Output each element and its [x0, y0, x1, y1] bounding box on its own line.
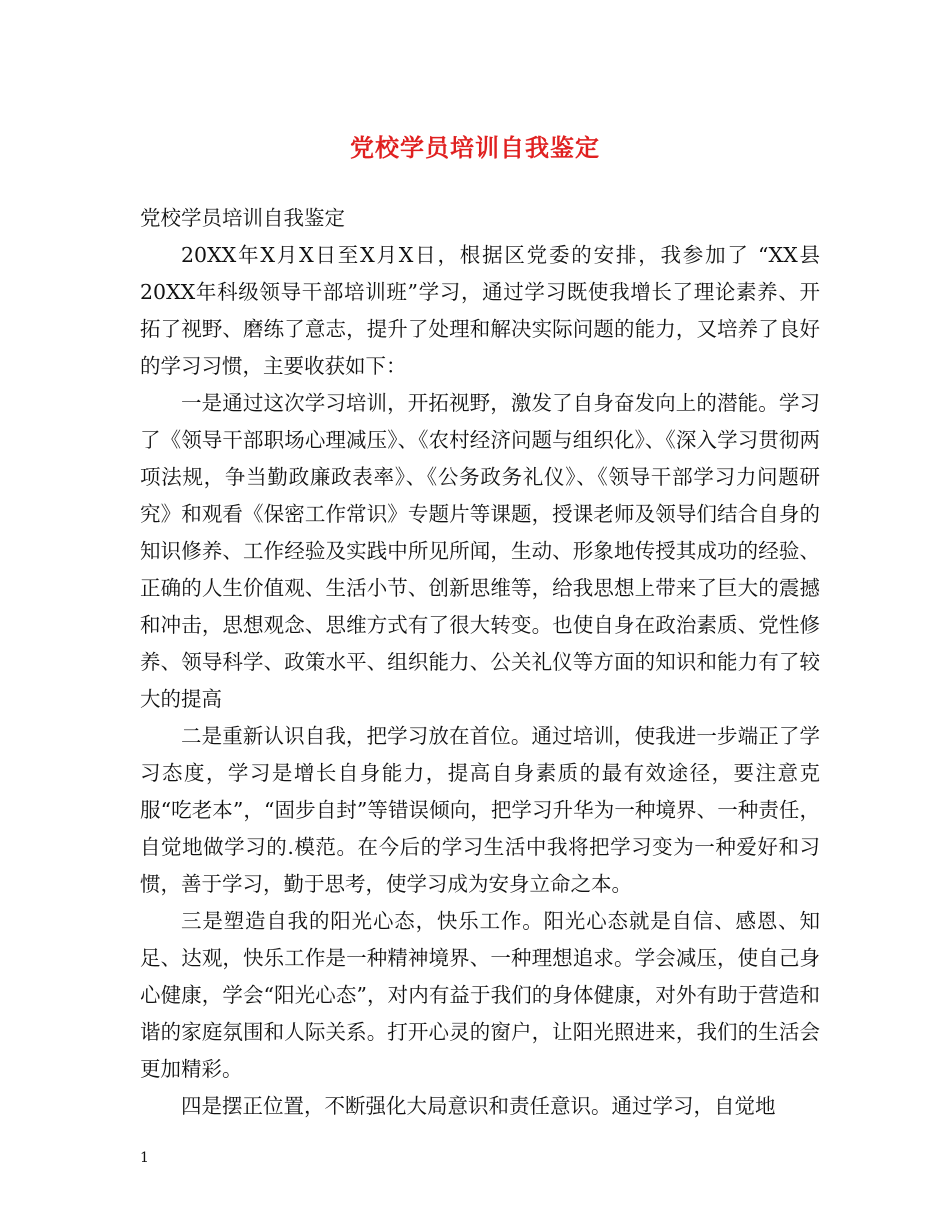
document-title: 党校学员培训自我鉴定 — [350, 133, 600, 162]
subtitle-paragraph: 党校学员培训自我鉴定 — [140, 206, 345, 230]
point-two-paragraph: 二是重新认识自我，把学习放在首位。通过培训，使我进一步端正了学习态度，学习是增长自身能力，提高自身素质的最有效途径，要注意克服“吃老本”，“固步自封”等错误倾向，把学习升华为一种境界、一种责任，自觉地做学习的.模范。在今后的学习生活中我将把学习变为一种爱好和习惯，善于学习，勤于思考，使学习成为安身立命之本。 — [140, 724, 820, 896]
point-three-paragraph: 三是塑造自我的阳光心态，快乐工作。阳光心态就是自信、感恩、知足、达观，快乐工作是一种精神境界、一种理想追求。学会减压，使自己身心健康，学会“阳光心态”，对内有益于我们的身体健康，对外有助于营造和谐的家庭氛围和人际关系。打开心灵的窗户，让阳光照进来，我们的生活会更加精彩。 — [140, 909, 820, 1081]
point-one-paragraph: 一是通过这次学习培训，开拓视野，激发了自身奋发向上的潜能。学习了《领导干部职场心理减压》、《农村经济问题与组织化》、《深入学习贯彻两项法规，争当勤政廉政表率》、《公务政务礼仪》、《领导干部学习力问题研究》和观看《保密工作常识》专题片等课题，授课老师及领导们结合自身的知识修养、工作经验及实践中所见所闻，生动、形象地传授其成功的经验、正确的人生价值观、生活小节、创新思维等，给我思想上带来了巨大的震撼和冲击，思想观念、思维方式有了很大转变。也使自身在政治素质、党性修养、领导科学、政策水平、组织能力、公关礼仪等方面的知识和能力有了较大的提高 — [140, 391, 820, 711]
page-number: 1 — [140, 1150, 149, 1166]
point-four-paragraph: 四是摆正位置，不断强化大局意识和责任意识。通过学习，自觉地 — [181, 1094, 776, 1118]
intro-paragraph: 20XX年X月X日至X月X日，根据区党委的安排，我参加了 “XX县20XX年科级领导干部培训班”学习，通过学习既使我增长了理论素养、开拓了视野、磨练了意志，提升了处理和解决实际问题的能力，又培养了良好的学习习惯，主要收获如下： — [140, 243, 820, 378]
document-body — [140, 200, 820, 1125]
